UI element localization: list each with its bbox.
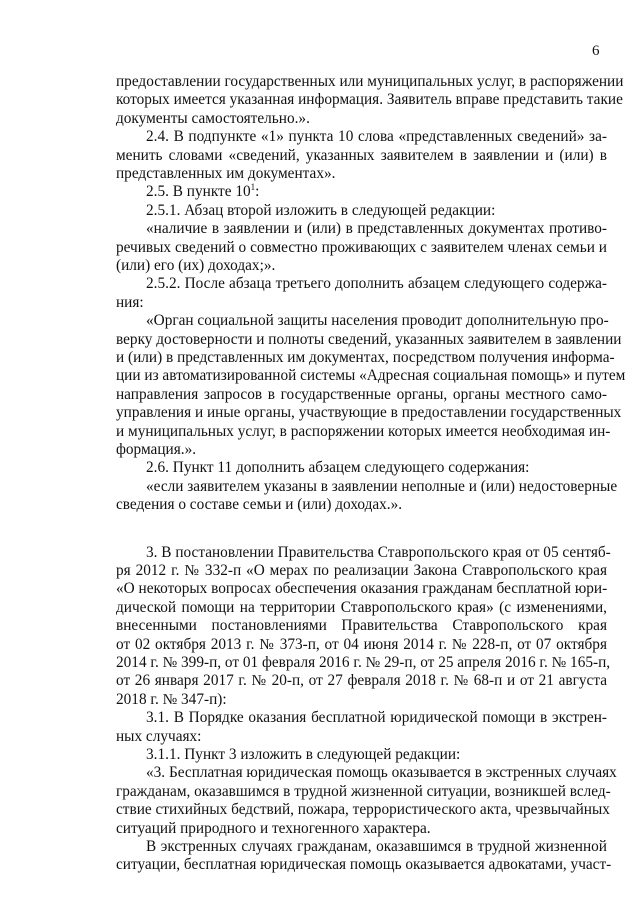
text-line xyxy=(146,746,607,764)
line-text: ных случаях: xyxy=(116,727,202,745)
line-text: направления запросов в государственные органы, органы местного само- xyxy=(116,385,607,403)
text-line xyxy=(116,239,607,257)
text-line xyxy=(116,691,607,709)
line-text: дической помощи на территории Ставропольского края» (с изменениями, xyxy=(116,598,607,616)
line-text: внесенными постановлениями Правительства Ставропольского края xyxy=(116,617,607,635)
text-line xyxy=(116,367,626,385)
text-line xyxy=(146,275,607,293)
line-text: «если заявителем указаны в заявлении неполные и (или) недостоверные xyxy=(146,477,618,495)
text-line xyxy=(146,220,607,238)
line-tail: : xyxy=(255,183,260,201)
line-text: гражданам, оказавшимся в трудной жизненной ситуации, возникшей вслед- xyxy=(116,782,611,800)
text-line xyxy=(116,820,607,838)
text-line xyxy=(146,312,607,330)
text-line xyxy=(116,782,611,801)
line-text: ствие стихийных бедствий, пожара, террористического акта, чрезвычайных xyxy=(116,801,610,819)
text-line xyxy=(116,856,612,874)
line-text: документы самостоятельно.». xyxy=(116,109,310,127)
text-line xyxy=(116,422,611,441)
line-text: от 02 октября 2013 г. № 373-п, от 04 июня 2014 г. № 228-п, от 07 октября xyxy=(116,635,607,653)
text-line xyxy=(146,183,607,201)
text-line xyxy=(116,110,607,128)
text-line xyxy=(146,202,607,220)
text-line xyxy=(146,459,607,477)
text-line xyxy=(116,617,607,635)
line-text: предоставлении государственных или муниципальных услуг, в распоряжении xyxy=(116,73,624,90)
superscript: 1 xyxy=(250,182,256,193)
line-text: и (или) в представленных им документах, посредством получения информа- xyxy=(116,349,615,366)
text-line xyxy=(116,147,607,165)
line-text: 3.1.1. Пункт 3 изложить в следующей редакции: xyxy=(146,746,461,763)
text-line xyxy=(116,441,607,459)
text-line xyxy=(116,496,607,514)
line-text: «О некоторых вопросах обеспечения оказания гражданам бесплатной юри- xyxy=(116,580,608,598)
line-text: которых имеется указанная информация. Заявитель вправе представить такие xyxy=(116,91,623,109)
line-text: ситуаций природного и техногенного характера. xyxy=(116,819,431,837)
text-line xyxy=(116,599,607,617)
text-line xyxy=(116,386,607,404)
line-text: формация.». xyxy=(116,441,197,458)
line-text: ния: xyxy=(116,293,144,311)
text-line xyxy=(116,73,624,91)
line-text: представленных им документах». xyxy=(116,165,336,182)
page-number: 6 xyxy=(592,43,600,59)
line-text: речивых сведений о совместно проживающих с заявителем членах семьи и xyxy=(116,238,607,256)
line-text: менить словами «сведений, указанных заявителем в заявлении и (или) в xyxy=(116,146,607,164)
text-line xyxy=(146,477,618,496)
line-text: 2.5.1. Абзац второй изложить в следующей редакции: xyxy=(146,201,496,219)
line-text: ря 2012 г. № 332-п «О мерах по реализации Закона Ставропольского края xyxy=(116,562,607,579)
text-line xyxy=(116,672,607,690)
text-line xyxy=(116,801,610,819)
line-text: от 26 января 2017 г. № 20-п, от 27 февраля 2018 г. № 68-п и от 21 августа xyxy=(116,672,607,690)
text-line xyxy=(146,543,611,562)
line-text: «наличие в заявлении и (или) в представленных документах противо- xyxy=(146,220,607,238)
text-line xyxy=(116,636,607,654)
text-line xyxy=(116,165,607,183)
text-line xyxy=(116,330,622,349)
text-line xyxy=(116,404,622,422)
text-line xyxy=(116,257,607,275)
line-text: 2018 г. № 347-п): xyxy=(116,690,227,708)
line-text: 3. В постановлении Правительства Ставропольского края от 05 сентяб- xyxy=(146,543,611,561)
line-text: и муниципальных услуг, в распоряжении которых имеется необходимая ин- xyxy=(116,422,611,440)
line-text: 2.6. Пункт 11 дополнить абзацем следующего содержания: xyxy=(146,459,530,477)
text-line xyxy=(146,709,607,727)
text-line xyxy=(116,562,607,580)
line-text: сведения о составе семьи и (или) доходах.». xyxy=(116,496,403,514)
line-text: 3.1. В Порядке оказания бесплатной юридической помощи в экстрен- xyxy=(146,709,607,727)
line-text: управления и иные органы, участвующие в предоставлении государственных xyxy=(116,404,622,422)
text-line xyxy=(116,294,607,312)
text-line xyxy=(146,128,607,146)
text-line xyxy=(116,349,615,367)
line-text: (или) его (их) доходах;». xyxy=(116,257,276,274)
line-text: 2.5.2. После абзаца третьего дополнить абзацем следующего содержа- xyxy=(146,275,607,293)
text-line xyxy=(116,654,611,672)
text-line xyxy=(146,838,607,856)
line-text: «3. Бесплатная юридическая помощь оказывается в экстренных случаях xyxy=(146,764,617,782)
line-text: ции из автоматизированной системы «Адресная социальная помощь» и путем xyxy=(116,367,626,385)
line-text: «Орган социальной защиты населения проводит дополнительную про- xyxy=(146,312,609,330)
text-line xyxy=(116,728,607,746)
text-line xyxy=(116,580,607,598)
line-text: 2.4. В подпункте «1» пункта 10 слова «представленных сведений» за- xyxy=(146,128,607,146)
line-text: верку достоверности и полноты сведений, указанных заявителем в заявлении xyxy=(116,330,622,348)
line-text: 2014 г. № 399-п, от 01 февраля 2016 г. № 29-п, от 25 апреля 2016 г. № 165-п, xyxy=(116,654,611,671)
line-text: ситуации, бесплатная юридическая помощь оказывается адвокатами, участ- xyxy=(116,856,612,874)
line-text: В экстренных случаях гражданам, оказавшимся в трудной жизненной xyxy=(146,838,607,855)
text-line xyxy=(146,764,617,782)
line-text: 2.5. В пункте 10 xyxy=(146,183,251,201)
text-line xyxy=(116,91,623,109)
